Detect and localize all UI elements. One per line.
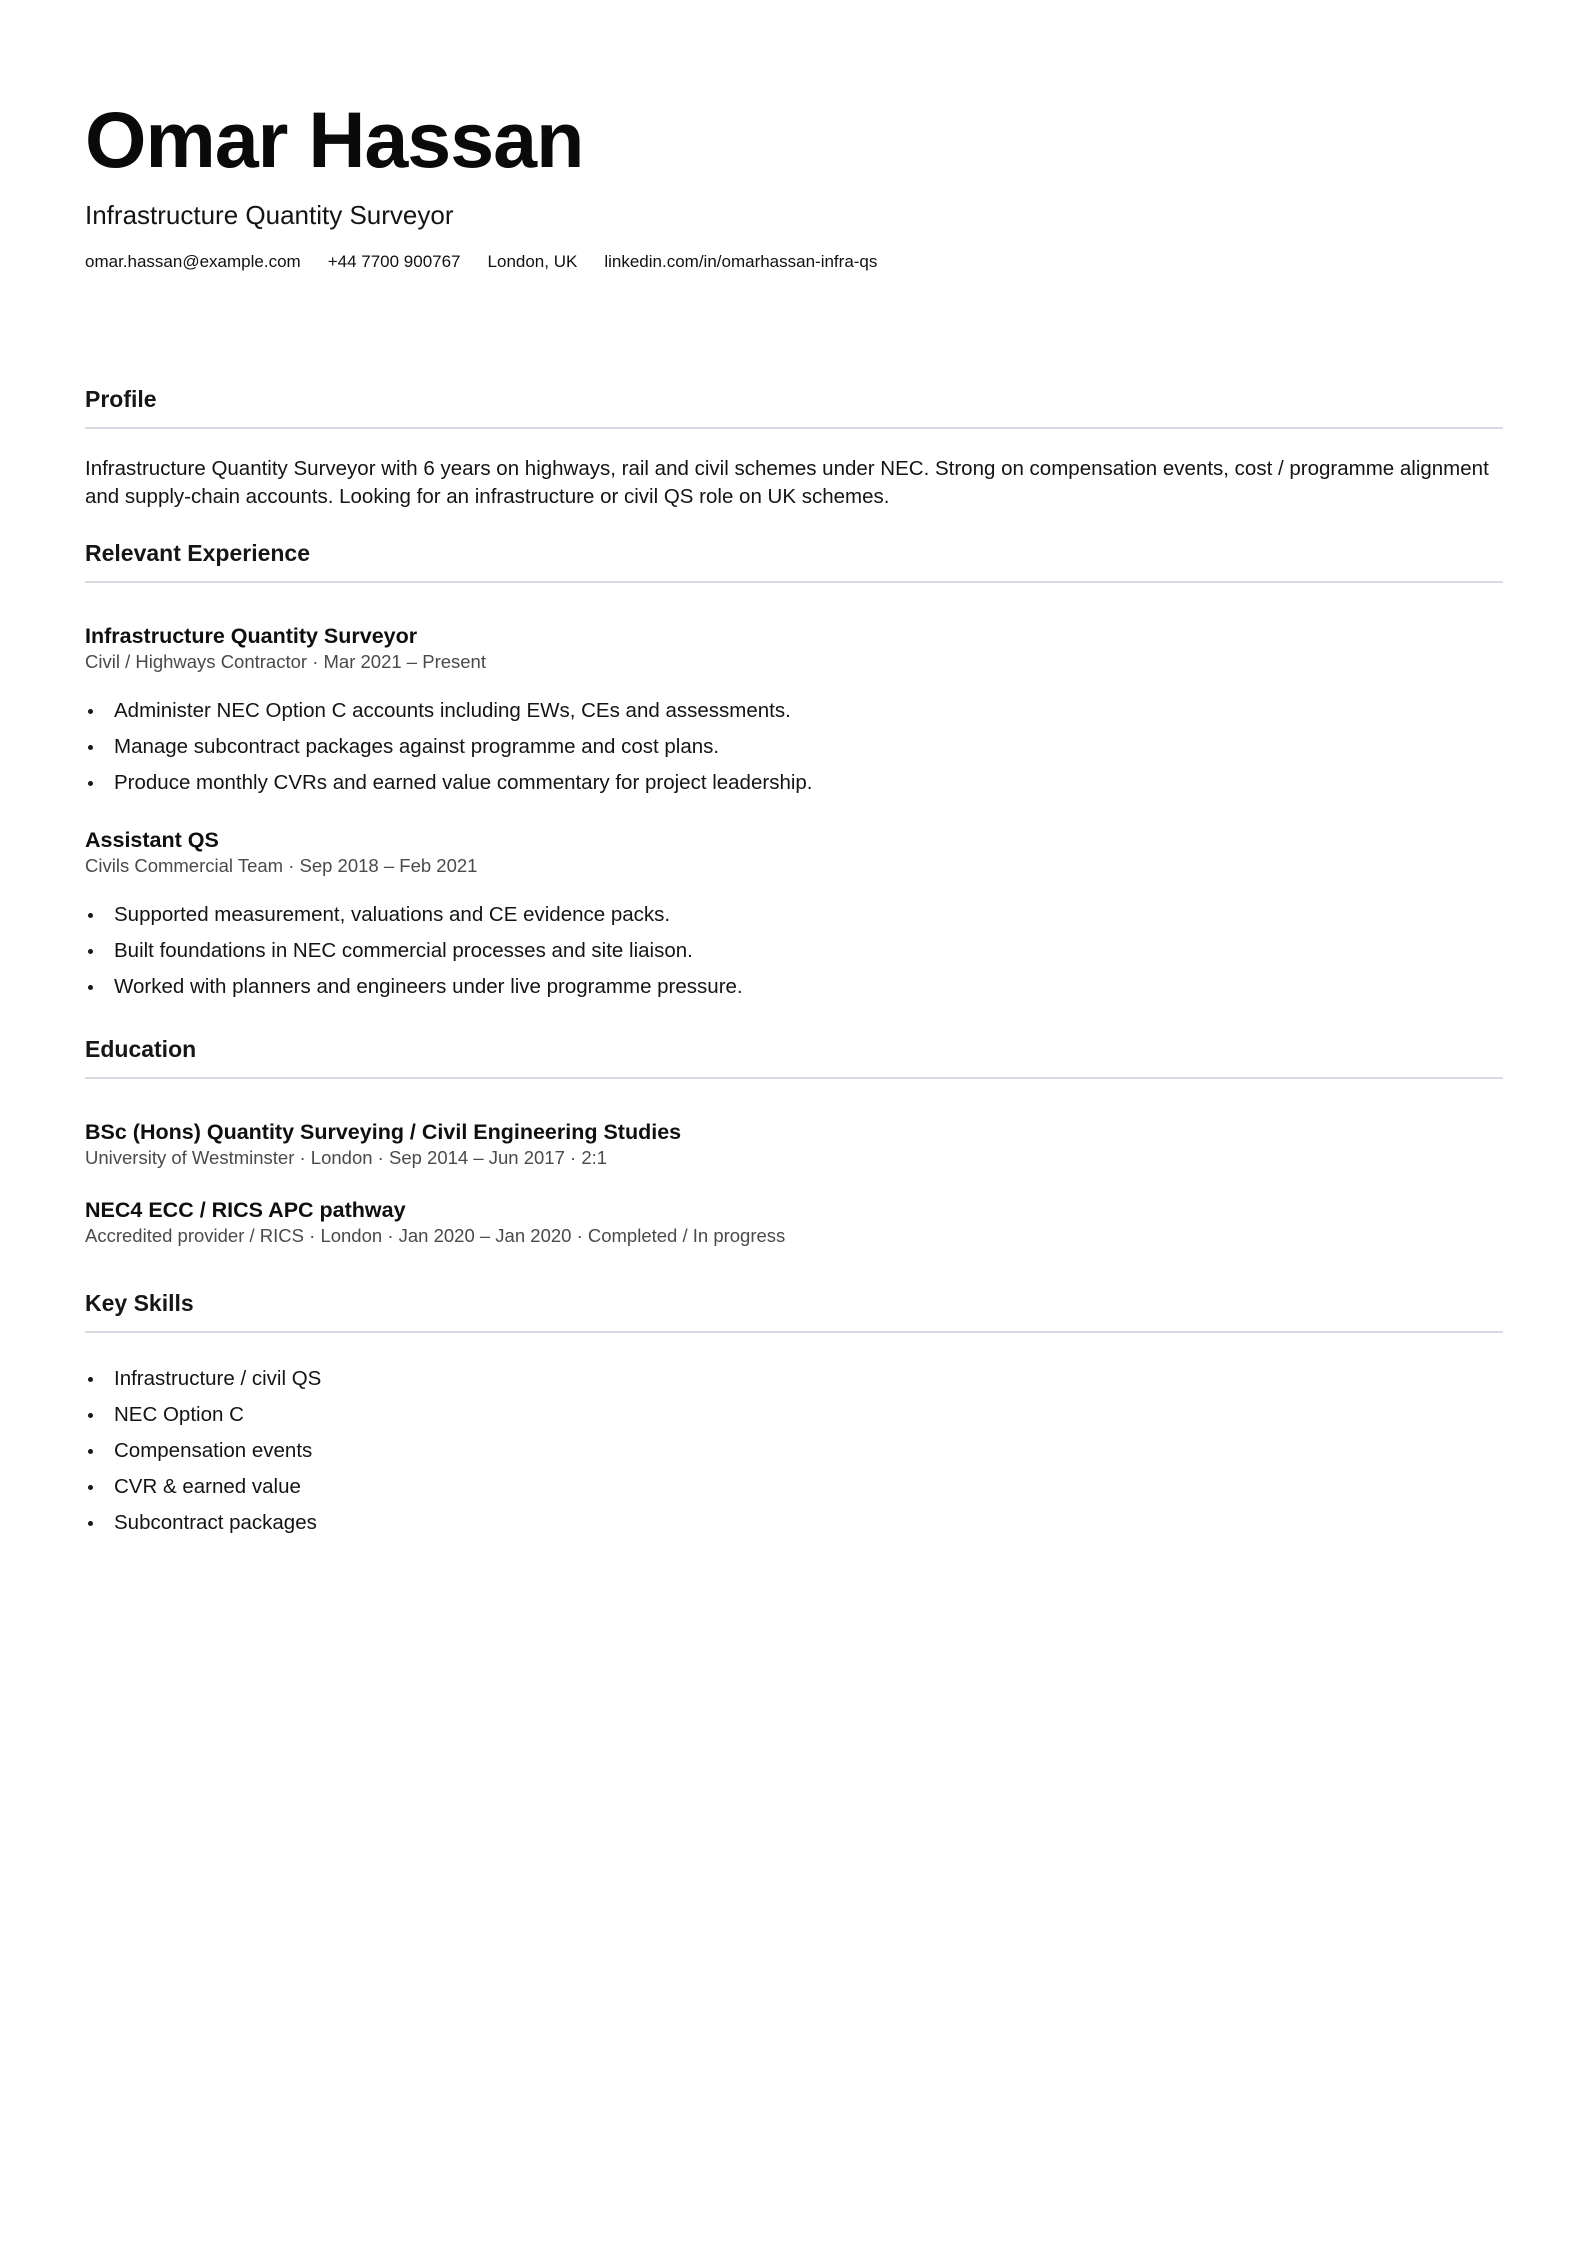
profile-text: Infrastructure Quantity Surveyor with 6 years on highways, rail and civil schemes under NEC. Strong on compensation events, cost / programme alignment and supply-chain accounts. Looking for an infrastructure or civil QS role on UK schemes. [85, 457, 1489, 508]
job-bullets [85, 897, 1503, 1005]
job-bullet: Built foundations in NEC commercial processes and site liaison. [85, 933, 1503, 969]
profile-section [85, 385, 1503, 511]
skill-item: Compensation events [85, 1433, 1503, 1469]
contact-linkedin: linkedin.com/in/omarhassan-infra-qs [604, 252, 878, 271]
skill-item: Infrastructure / civil QS [85, 1361, 1503, 1397]
contact-email: omar.hassan@example.com [85, 252, 301, 271]
contact-location: London, UK [487, 252, 578, 271]
candidate-name: Omar Hassan [85, 95, 584, 184]
education-title: NEC4 ECC / RICS APC pathway [85, 1198, 406, 1222]
education-heading: Education [85, 1035, 1503, 1079]
skill-item: CVR & earned value [85, 1469, 1503, 1505]
education-title: BSc (Hons) Quantity Surveying / Civil Engineering Studies [85, 1120, 682, 1144]
job-title: Assistant QS [85, 828, 219, 852]
job-subtitle: Civil / Highways Contractor · Mar 2021 – Present [85, 651, 486, 672]
skill-item: NEC Option C [85, 1397, 1503, 1433]
job-entry [85, 827, 1503, 1005]
job-subtitle: Civils Commercial Team · Sep 2018 – Feb 2021 [85, 855, 478, 876]
education-subtitle: Accredited provider / RICS · London · Jan 2020 – Jan 2020 · Completed / In progress [85, 1225, 786, 1246]
contact-row [85, 251, 1503, 273]
contact-phone: +44 7700 900767 [327, 252, 461, 271]
job-bullet: Produce monthly CVRs and earned value commentary for project leadership. [85, 765, 1503, 801]
job-title: Infrastructure Quantity Surveyor [85, 624, 418, 648]
skills-heading: Key Skills [85, 1289, 1503, 1333]
experience-heading: Relevant Experience [85, 539, 1503, 583]
education-subtitle: University of Westminster · London · Sep 2014 – Jun 2017 · 2:1 [85, 1147, 608, 1168]
experience-list [85, 623, 1503, 1005]
job-bullet: Administer NEC Option C accounts including EWs, CEs and assessments. [85, 693, 1503, 729]
resume-header [85, 95, 1503, 273]
profile-heading: Profile [85, 385, 1503, 429]
job-entry [85, 623, 1503, 801]
skill-item: Subcontract packages [85, 1505, 1503, 1541]
experience-section [85, 539, 1503, 1005]
skills-section [85, 1289, 1503, 1541]
job-bullet: Supported measurement, valuations and CE evidence packs. [85, 897, 1503, 933]
job-bullet: Worked with planners and engineers under live programme pressure. [85, 969, 1503, 1005]
education-entry [85, 1119, 1503, 1171]
education-list [85, 1119, 1503, 1249]
education-section [85, 1035, 1503, 1249]
job-bullet: Manage subcontract packages against programme and cost plans. [85, 729, 1503, 765]
candidate-title: Infrastructure Quantity Surveyor [85, 200, 454, 230]
job-bullets [85, 693, 1503, 801]
education-entry [85, 1197, 1503, 1249]
skills-list [85, 1361, 1503, 1541]
